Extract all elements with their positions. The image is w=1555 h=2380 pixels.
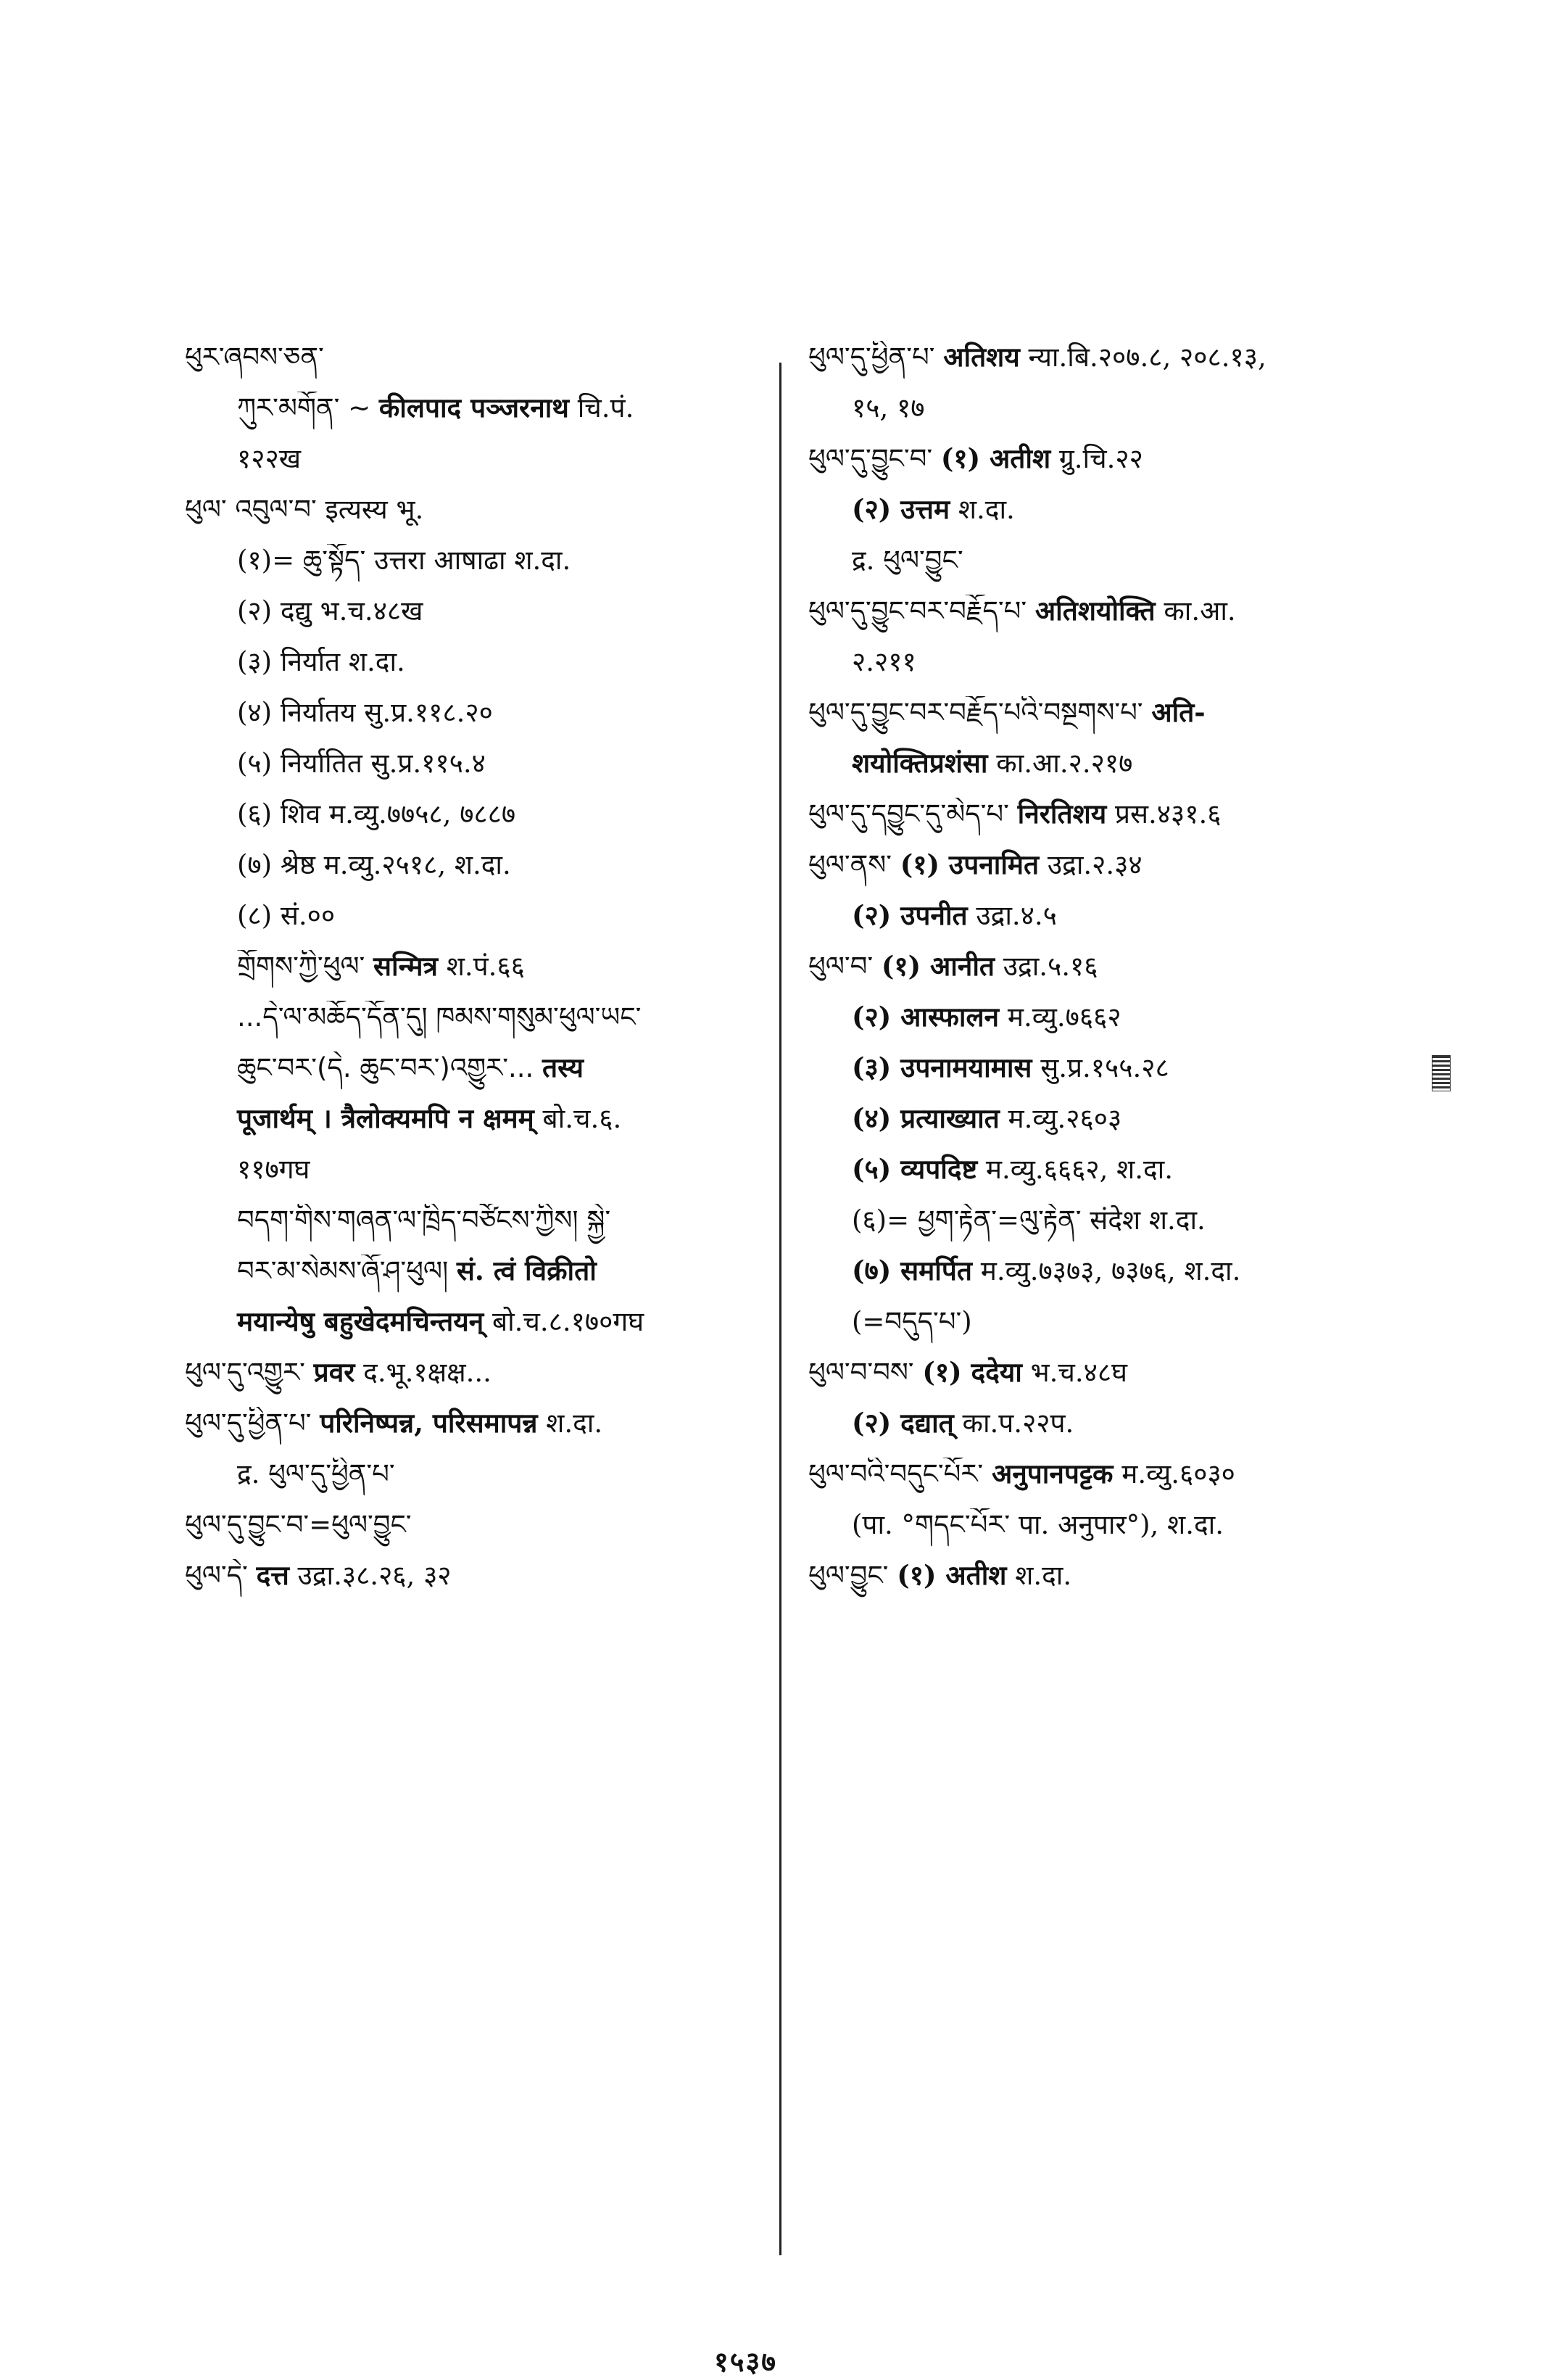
sanskrit-equivalent: मयान्येषु बहुखेदमचिन्तयन् [237,1305,484,1337]
entry-line [185,544,765,595]
reference: द्र. ཕུལ་བྱུང་ [852,545,963,576]
tibetan-headword: ...དེ་ལ་མཆོད་དོན་དུ། ཁམས་གསུམ་ཕུལ་ཡང་ [237,1001,642,1033]
tibetan-headword: ཕུལ་དེ་ [185,1560,257,1591]
reference: द.भू.१क्षक्ष... [354,1357,492,1388]
sanskrit-equivalent: (१) आनीत [881,950,995,982]
sanskrit-equivalent: दत्त [256,1559,289,1591]
entry-line [185,798,765,848]
sanskrit-equivalent: अनुपानपट्टक [991,1458,1114,1489]
entry-line [185,747,765,798]
entry-line [808,1356,1432,1407]
margin-mark [1432,1055,1451,1091]
entry-line [808,1255,1432,1305]
reference: भ.च.४८घ [1021,1357,1127,1388]
entry-line [808,1559,1432,1610]
tibetan-headword: གྲོགས་ཀྱི་ཕུལ་ [237,951,374,982]
sanskrit-equivalent: (२) उत्तम [852,493,950,525]
reference: बो.च.८.१७०गघ [484,1306,644,1337]
reference: का.आ.२.२१७ [987,748,1133,779]
reference: का.प.२२प. [953,1408,1074,1439]
sanskrit-equivalent: (४) प्रत्याख्यात [852,1102,1000,1134]
sanskrit-equivalent: अतिशयोक्ति [1034,595,1156,627]
reference: (पा. °གདང་པོར་ पा. अनुपार°), श.दा. [852,1509,1224,1540]
entry-line [808,595,1432,645]
entry-line [808,1153,1432,1204]
entry-line [185,1255,765,1305]
entry-line [808,696,1432,747]
entry-line [808,1458,1432,1508]
entry-line [185,950,765,1001]
reference: न्या.बि.२०७.८, २०८.१३, [1019,342,1266,373]
sanskrit-equivalent: निरतिशय [1017,798,1107,830]
sanskrit-equivalent: (२) आस्फालन [852,1001,1000,1033]
entry-line [185,1305,765,1356]
entry-line [808,899,1432,950]
entry-line [185,341,765,392]
tibetan-headword: ཕུལ་བ་ [808,951,882,982]
entry-line [185,1102,765,1153]
entry-line [808,747,1432,798]
entry-line [185,848,765,899]
reference: द्र. ཕུལ་དུ་ཕྱིན་པ་ [237,1458,395,1489]
sanskrit-equivalent: सन्मित्र [373,950,438,982]
reference: ग्रु.चि.२२ [1050,443,1143,474]
tibetan-headword: ཕུལ་དུ་བྱུང་བ་=ཕུལ་བྱུང་ [185,1509,412,1540]
reference: श.दा. [950,494,1015,525]
tibetan-headword: བར་མ་སེམས་ཞོ་ཤ་ཕུལ། [237,1255,457,1286]
reference: (४) निर्यातय सु.प्र.११८.२० [237,697,493,728]
entry-line [808,1305,1432,1356]
column-divider [779,363,781,2255]
entry-line [808,1508,1432,1559]
tibetan-headword: ཕུལ་བྱུང་ [808,1560,897,1591]
entry-line [185,595,765,645]
reference: (५) निर्यातित सु.प्र.११५.४ [237,748,486,779]
entry-line [185,1051,765,1102]
tibetan-headword: ཆུང་བར་(དེ. ཆུང་བར་)འགྱུར་... [237,1052,543,1083]
reference: उद्रा.४.५ [967,900,1057,931]
reference: चि.पं. [568,392,634,423]
sanskrit-equivalent: कीलपाद पञ्जरनाथ [378,392,569,423]
sanskrit-equivalent: (५) व्यपदिष्ट [852,1153,978,1185]
sanskrit-equivalent: (७) समर्पित [852,1255,972,1286]
sanskrit-equivalent: अतिशय [943,341,1020,373]
tibetan-headword: ཕུལ་དུ་ཕྱིན་པ་ [808,342,944,373]
reference: श.दा. [537,1408,603,1439]
sanskrit-equivalent: परिनिष्पन्न, परिसमापन्न [320,1407,538,1439]
entry-line [185,1508,765,1559]
entry-line [808,1407,1432,1458]
page-number: १५३७ [714,2345,778,2378]
entry-line [185,493,765,544]
reference: (२) दद्यु भ.च.४८ख [237,595,423,627]
tibetan-headword: ཕུལ་དུ་བྱུང་བ་ [808,443,941,474]
entry-line [185,442,765,493]
reference: श.पं.६६ [437,951,525,982]
reference: (६)= ཕྱག་རྟེན་=ལུ་རྟེན་ संदेश श.दा. [852,1205,1206,1236]
reference: १५, १७ [852,392,925,423]
sanskrit-equivalent: तस्य [542,1051,584,1083]
sanskrit-equivalent: पूजार्थम् । त्रैलोक्यमपि न क्षमम् [237,1102,534,1134]
sanskrit-equivalent: प्रवर [313,1356,355,1388]
entry-line [808,645,1432,696]
reference: बो.च.६. [534,1103,622,1134]
reference: इत्यस्य भू. [325,494,424,525]
reference: म.व्यु.७६६२ [999,1001,1121,1033]
entry-line [185,1458,765,1508]
entry-line [808,493,1432,544]
reference: श.दा. [1006,1560,1072,1591]
tibetan-headword: ཀུར་མགོན་ ~ [237,392,379,423]
tibetan-headword: བདག་གིས་གཞན་ལ་ཁྲིད་བཙོངས་ཀྱིས། སྐྱེ་ [237,1205,611,1236]
sanskrit-equivalent: (१) अतीश [897,1559,1007,1591]
reference: (८) सं.०० [237,900,336,931]
tibetan-headword: ཕུལ་བ་བས་ [808,1357,923,1388]
tibetan-headword: ཕུལ་བའི་བདུང་པོར་ [808,1458,992,1489]
reference: प्रस.४३१.६ [1106,798,1222,830]
tibetan-headword: ཕུལ་ འབུལ་བ་ [185,494,325,525]
entry-line [185,1153,765,1204]
reference: उद्रा.३८.२६, ३२ [289,1560,452,1591]
entry-line [185,1204,765,1255]
reference: म.व्यु.२६०३ [999,1103,1122,1134]
tibetan-headword: ཕུལ་དུ་བྱུང་བར་བརྗོད་པ་ [808,595,1035,627]
entry-line [808,341,1432,392]
reference: (६) शिव म.व्यु.७७५८, ७८८७ [237,798,516,830]
entry-line [808,1102,1432,1153]
entry-line [185,645,765,696]
entry-line [185,392,765,442]
reference: (१)= ཆུ་སྟོད་ उत्तरा आषाढा श.दा. [237,545,571,576]
reference: म.व्यु.७३७३, ७३७६, श.दा. [971,1255,1241,1286]
sanskrit-equivalent: (२) दद्यात् [852,1407,954,1439]
entry-line [808,442,1432,493]
entry-line [185,1001,765,1051]
left-column [185,341,765,1610]
sanskrit-equivalent: सं. त्वं विक्रीतो [456,1255,597,1286]
entry-line [185,899,765,950]
entry-line [808,1051,1432,1102]
entry-line [808,1001,1432,1051]
sanskrit-equivalent: अति- [1151,696,1206,728]
reference: म.व्यु.६६६२, श.दा. [977,1154,1174,1185]
reference: म.व्यु.६०३० [1113,1458,1235,1489]
sanskrit-equivalent: (२) उपनीत [852,899,968,931]
tibetan-headword: ཕུལ་ནས་ [808,849,900,880]
tibetan-headword: ཕུལ་དུ་དབྱུང་དུ་མེད་པ་ [808,798,1018,830]
sanskrit-equivalent: (१) उपनामित [900,848,1040,880]
reference: उद्रा.२.३४ [1039,849,1143,880]
reference: (७) श्रेष्ठ म.व्यु.२५१८, श.दा. [237,849,511,880]
reference: उद्रा.५.१६ [995,951,1098,982]
entry-line [185,1407,765,1458]
tibetan-headword: ཕུལ་དུ་བྱུང་བར་བརྗོད་པའི་བསྔགས་པ་ [808,697,1152,728]
entry-line [185,1356,765,1407]
sanskrit-equivalent: (३) उपनामयामास [852,1051,1032,1083]
reference: (३) निर्यात श.दा. [237,646,405,677]
entry-line [808,798,1432,848]
reference: १२२ख [237,443,301,474]
entry-line [808,848,1432,899]
entry-line [808,1204,1432,1255]
entry-line [185,696,765,747]
tibetan-headword: ཕུར་ཞབས་ཅན་ [185,342,324,373]
entry-line [185,1559,765,1610]
sanskrit-equivalent: (१) अतीश [940,442,1051,474]
right-column [808,341,1432,1610]
tibetan-headword: ཕུལ་དུ་འགྱུར་ [185,1357,314,1388]
sanskrit-equivalent: शयोक्तिप्रशंसा [852,747,988,779]
reference: का.आ. [1155,595,1236,627]
entry-line [808,392,1432,442]
entry-line [808,544,1432,595]
reference: सु.प्र.१५५.२८ [1032,1052,1169,1083]
reference: ११७गघ [237,1154,310,1185]
reference: २.२११ [852,646,916,677]
sanskrit-equivalent: (१) ददेया [922,1356,1022,1388]
reference: (=བདུད་པ་) [852,1306,972,1337]
entry-line [808,950,1432,1001]
tibetan-headword: ཕུལ་དུ་ཕྱིན་པ་ [185,1408,320,1439]
